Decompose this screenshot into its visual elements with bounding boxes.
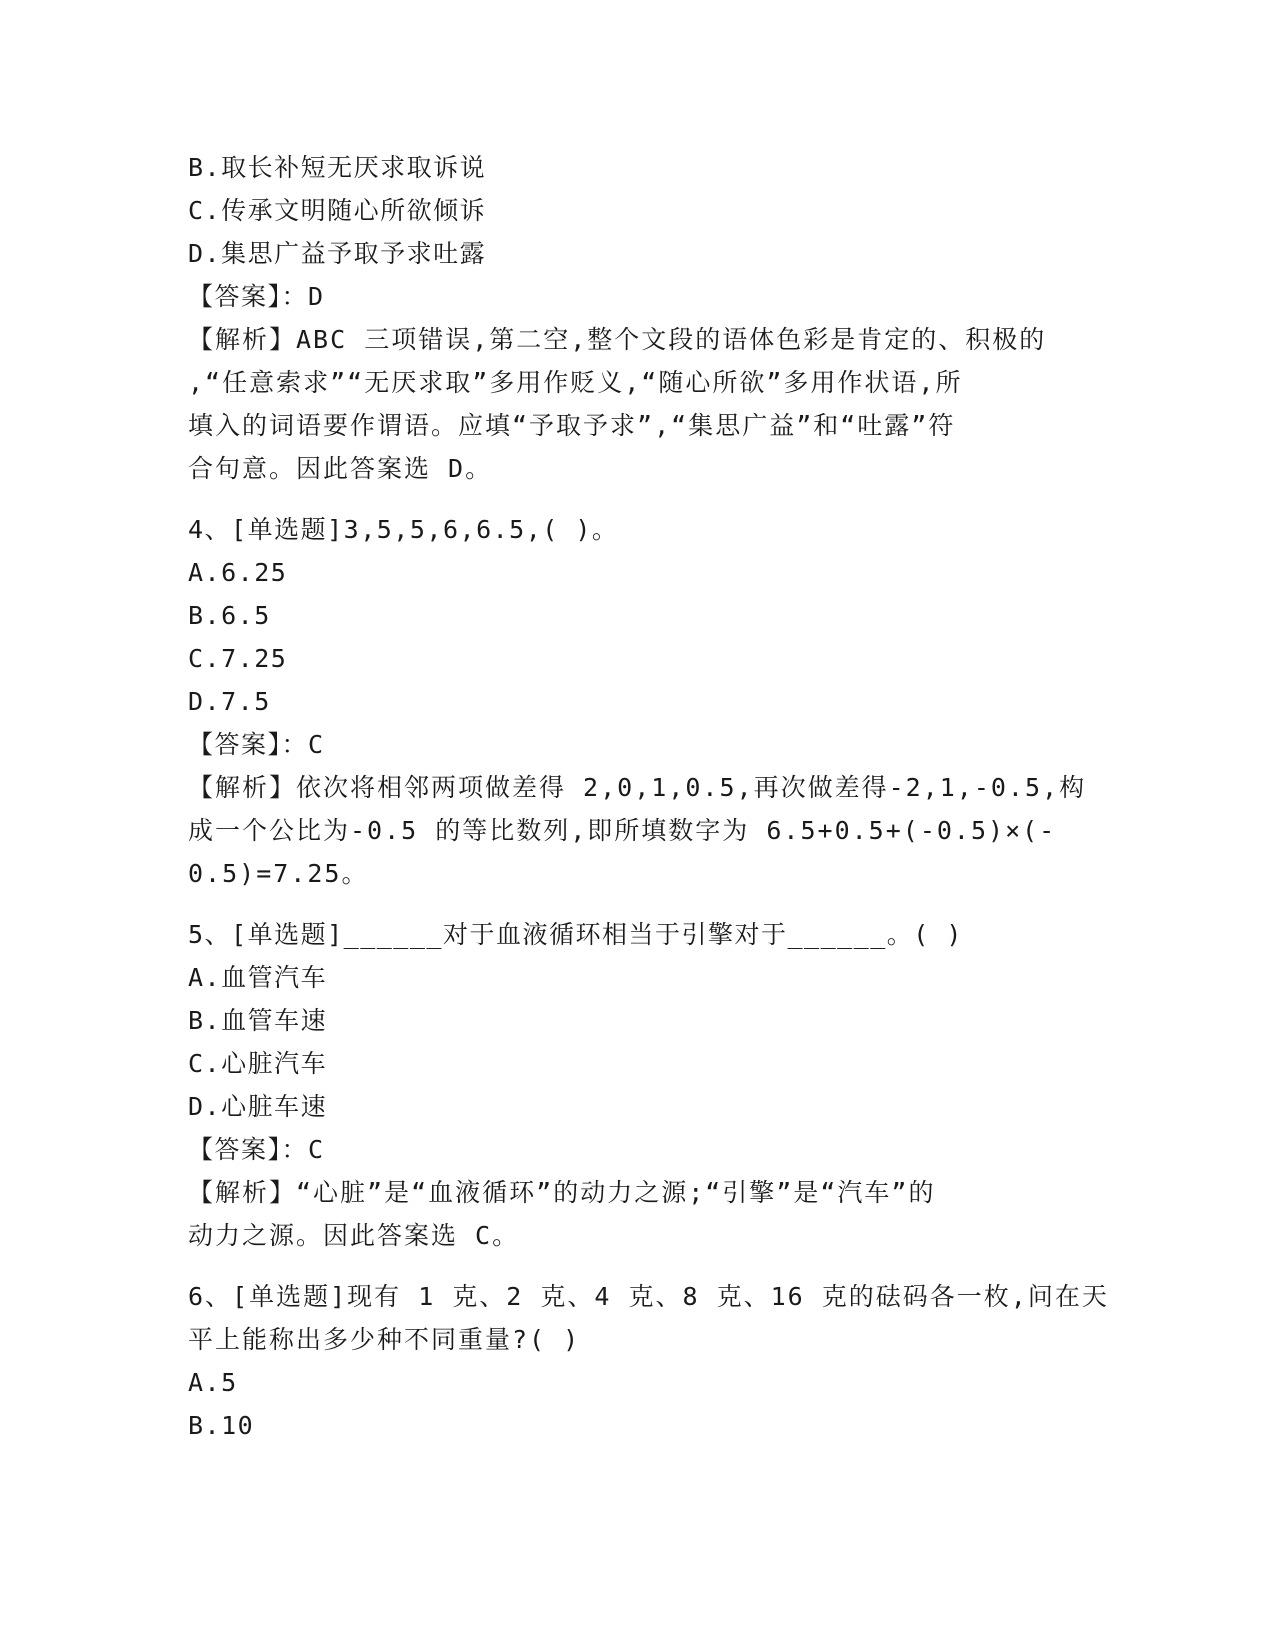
analysis-line: 0.5)=7.25。 — [188, 859, 369, 888]
option-a: A.血管汽车 — [188, 963, 328, 992]
option-a: A.5 — [188, 1368, 238, 1397]
document-content — [188, 146, 1109, 1447]
answer: 【答案】：D — [188, 282, 325, 311]
question-stem — [188, 1275, 1109, 1361]
analysis — [188, 1171, 1078, 1257]
question-6 — [188, 1275, 1109, 1447]
analysis — [188, 766, 1087, 895]
question-stem-line: 6、[单选题]现有 1 克、2 克、4 克、8 克、16 克的砝码各一枚,问在天 — [188, 1282, 1109, 1311]
question-stem: 4、[单选题]3,5,5,6,6.5,( )。 — [188, 515, 619, 544]
analysis-line: 【解析】“心脏”是“血液循环”的动力之源;“引擎”是“汽车”的 — [188, 1178, 936, 1207]
option-b: B.取长补短无厌求取诉说 — [188, 153, 487, 182]
option-b: B.6.5 — [188, 601, 271, 630]
question-5 — [188, 913, 1078, 1257]
analysis-line: 【解析】依次将相邻两项做差得 2,0,1,0.5,再次做差得-2,1,-0.5,构 — [188, 773, 1087, 802]
option-d: D.7.5 — [188, 687, 271, 716]
answer: 【答案】：C — [188, 730, 325, 759]
analysis-line: 成一个公比为-0.5 的等比数列,即所填数字为 6.5+0.5+(-0.5)×(- — [188, 816, 1057, 845]
option-b: B.血管车速 — [188, 1006, 328, 1035]
question-3-tail — [188, 146, 1078, 490]
option-d: D.心脏车速 — [188, 1092, 328, 1121]
option-b: B.10 — [188, 1411, 255, 1440]
analysis-line: ,“任意索求”“无厌求取”多用作贬义,“随心所欲”多用作状语,所 — [188, 368, 963, 397]
option-c: C.传承文明随心所欲倾诉 — [188, 196, 487, 225]
analysis-line: 【解析】ABC 三项错误,第二空,整个文段的语体色彩是肯定的、积极的 — [188, 325, 1047, 354]
analysis-line: 合句意。因此答案选 D。 — [188, 454, 493, 483]
option-a: A.6.25 — [188, 558, 288, 587]
option-c: C.心脏汽车 — [188, 1049, 328, 1078]
question-4 — [188, 508, 1087, 895]
answer: 【答案】：C — [188, 1135, 325, 1164]
question-stem: 5、[单选题]______对于血液循环相当于引擎对于______。( ) — [188, 920, 963, 949]
question-stem-line: 平上能称出多少种不同重量?( ) — [188, 1325, 581, 1354]
analysis-line: 填入的词语要作谓语。应填“予取予求”,“集思广益”和“吐露”符 — [188, 411, 956, 440]
analysis-line: 动力之源。因此答案选 C。 — [188, 1221, 520, 1250]
option-d: D.集思广益予取予求吐露 — [188, 239, 487, 268]
option-c: C.7.25 — [188, 644, 288, 673]
analysis — [188, 318, 1078, 490]
